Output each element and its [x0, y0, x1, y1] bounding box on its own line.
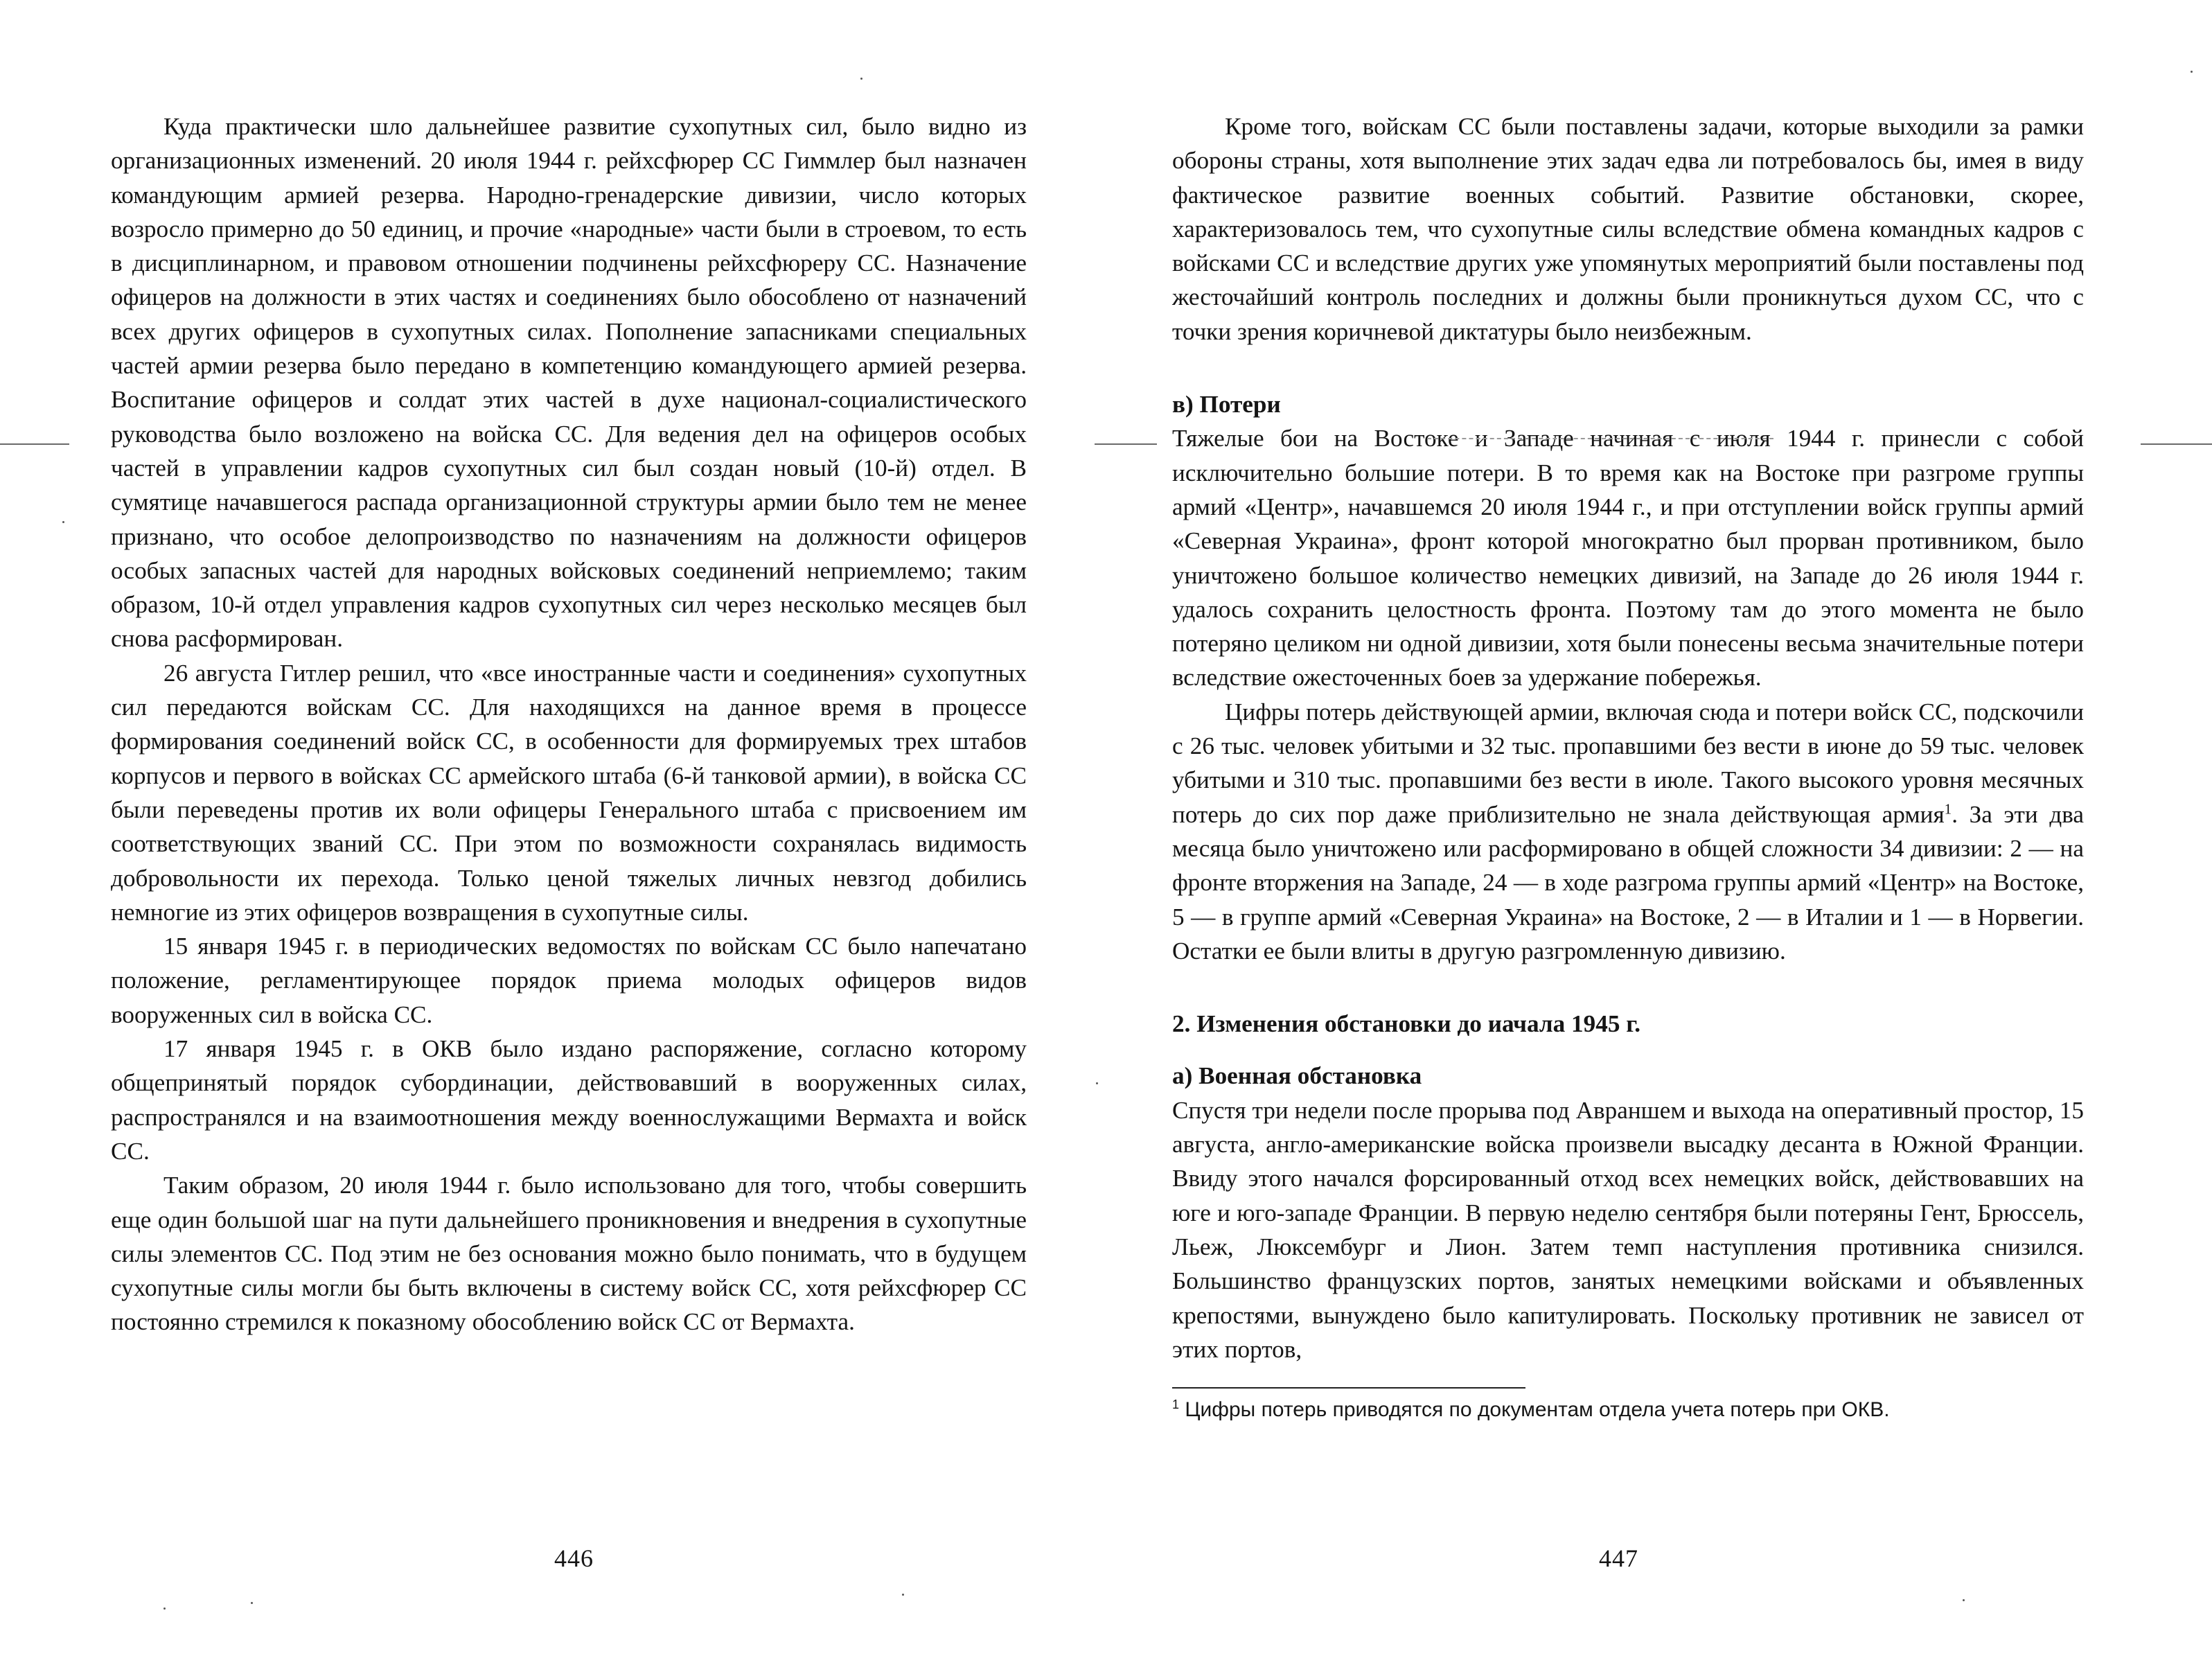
left-paragraph-1: Куда практически шло дальнейшее развитие сухопутных сил, было видно из организационных изменений. 20 июля 1944 г. рейхсфюрер СС Гиммлер был назначен командующим армией резерва. Народно-гренадерские дивизии, число которых возросло примерно до 50 единиц, и прочие «народные» части были в строевом, то есть в дисциплинарном, и правовом отношении подчинены рейхсфюреру СС. Назначение офицеров на должности в этих частях и соединениях было обособлено от назначений всех других офицеров в сухопутных силах. Пополнение запасниками специальных частей армии резерва было передано в компетенцию командующего армией резерва. Воспитание офицеров и солдат этих частей в духе национал-социалистического руководства было возложено на войска СС. Для ведения дел на офицеров особых частей в управлении кадров сухопутных сил был создан новый (10-й) отдел. В сумятице начавшегося распада организационной структуры армии было тем не менее признано, что особое делопроизводство по назначениям на должности офицеров особых запасных частей для народных войсковых соединений неприемлемо; таким образом, 10-й отдел управления кадров сухопутных сил через несколько месяцев был снова расформирован.	[111, 113, 1027, 653]
scan-mark-left-edge	[0, 443, 69, 445]
footnote-reference: 1	[1944, 800, 1952, 817]
section-heading: 2. Изменения обстановки до иачала 1945 г.	[1172, 1010, 1641, 1038]
losses-paragraph-2	[1172, 695, 2084, 968]
military-situation-heading: а) Военная обстановка	[1172, 1062, 1422, 1090]
scan-speck	[251, 1602, 253, 1604]
scan-speck	[860, 78, 862, 80]
footnote-divider	[1172, 1387, 1525, 1389]
left-paragraph-4: 17 января 1945 г. в ОКВ было издано распоряжение, согласно которому общепринятый порядок субординации, действовавший в вооруженных силах, распространялся и на взаимоотношения между военнослужащими Вермахта и войск СС.	[111, 1035, 1027, 1165]
right-page-number: 447	[1599, 1544, 1638, 1572]
scan-speck	[2191, 71, 2193, 73]
military-situation-paragraph: Спустя три недели после прорыва под Авраншем и выхода на оперативный простор, 15 августа, англо-американские войска произвели высадку десанта в Южной Франции. Ввиду этого начался форсированный отход всех немецких войск, действовавших на юге и юго-западе Франции. В первую неделю сентября были потеряны Гент, Брюссель, Льеж, Люксембург и Лион. Затем темп наступления противника снизился. Большинство французских портов, занятых немецкими войсками и объявленных крепостями, вынуждено было капитулировать. Поскольку противник не зависел от этих портов,	[1172, 1096, 2084, 1363]
right-text-column	[1172, 109, 2084, 1425]
scan-speck	[902, 1594, 904, 1596]
left-paragraph-3: 15 января 1945 г. в периодических ведомостях по войскам СС было напечатано положение, регламентирующее порядок приема молодых офицеров видов вооруженных сил в войска СС.	[111, 933, 1027, 1028]
scan-speck	[163, 1607, 166, 1610]
footnote-text: Цифры потерь приводятся по документам отдела учета потерь при ОКВ.	[1179, 1398, 1890, 1422]
scan-dash-mark	[1427, 438, 1773, 439]
losses-paragraph-2-text: Цифры потерь действующей армии, включая сюда и потери войск СС, подскочили с 26 тыс. человек убитыми и 32 тыс. пропавшими без вести в июне до 59 тыс. человек убитыми и 310 тыс. пропавшими без вести в июле. Такого высокого уровня месячных потерь до сих пор даже приблизительно не знала действующая армия	[1172, 698, 2084, 828]
footnote	[1172, 1395, 2084, 1425]
right-page	[1106, 0, 2212, 1674]
losses-paragraph-2-continuation: . За эти два месяца было уничтожено или расформировано в общей сложности 34 дивизии: 2 — на фронте вторжения на Западе, 24 — в ходе разгрома группы армий «Центр» на Востоке, 5 — в группе армий «Северная Украина» на Востоке, 2 — в Италии и 1 — в Норвегии. Остатки ее были влиты в другую разгромленную дивизию.	[1172, 800, 2084, 964]
losses-heading: в) Потери	[1172, 391, 1281, 418]
left-paragraph-2: 26 августа Гитлер решил, что «все иностранные части и соединения» сухопутных сил передаются войскам СС. Для находящихся на данное время в процессе формирования соединений войск СС, в особенности для формируемых трех штабов корпусов и первого в войсках СС армейского штаба (6-й танковой армии), в войска СС были переведены против их воли офицеры Генерального штаба с присвоением им соответствующих званий СС. При этом по возможности сохранялась видимость добровольности их перехода. Только ценой тяжелых личных невзгод добились немногие из этих офицеров возвращения в сухопутные силы.	[111, 659, 1027, 926]
scan-speck	[1963, 1599, 1965, 1601]
left-paragraph-5: Таким образом, 20 июля 1944 г. было использовано для того, чтобы совершить еще один большой шаг на пути дальнейшего проникновения и внедрения в сухопутные силы элементов СС. Под этим не без основания можно было понимать, что в будущем сухопутные силы могли бы быть включены в систему войск СС, хотя рейхсфюрер СС постоянно стремился к показному обособлению войск СС от Вермахта.	[111, 1172, 1027, 1336]
scan-speck	[1096, 1082, 1098, 1084]
left-page-number: 446	[554, 1544, 594, 1572]
left-text-column	[111, 109, 1027, 1339]
right-intro-paragraph: Кроме того, войскам СС были поставлены задачи, которые выходили за рамки обороны страны, хотя выполнение этих задач едва ли потребовалось бы, имея в виду фактическое развитие военных событий. Развитие обстановки, скорее, характеризовалось тем, что сухопутные силы вследствие обмена командных кадров с войсками СС и вследствие других уже упомянутых мероприятий были поставлены под жесточайший контроль последних и должны были проникнуться духом СС, что с точки зрения коричневой диктатуры было неизбежным.	[1172, 113, 2084, 345]
scan-mark-gutter	[1095, 443, 1157, 445]
footnote-marker: 1	[1172, 1398, 1180, 1412]
scan-mark-right-edge	[2141, 443, 2212, 445]
losses-paragraph-1: Тяжелые бои на Востоке и Западе начиная с июля 1944 г. принесли с собой исключительно большие потери. В то время как на Востоке при разгроме группы армий «Центр», начавшемся 20 июля 1944 г., и при отступлении войск группы армий «Северная Украина», фронт которой многократно был прорван противником, было уничтожено большое количество немецких дивизий, на Западе до 26 июля 1944 г. удалось сохранить целостность фронта. Поэтому там до этого момента не было потеряно целиком ни одной дивизии, хотя были понесены весьма значительные потери вследствие ожесточенных боев за удержание побережья.	[1172, 425, 2084, 691]
scan-speck	[62, 521, 64, 523]
